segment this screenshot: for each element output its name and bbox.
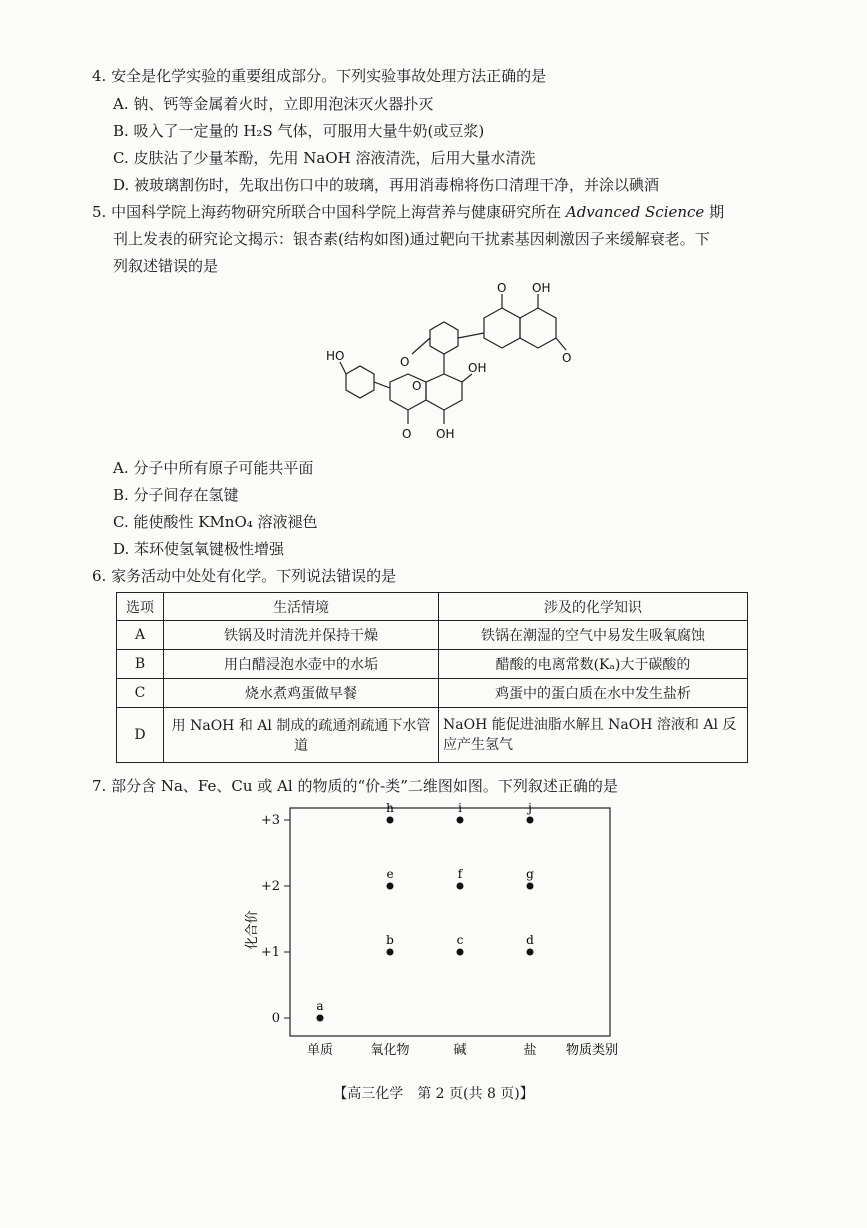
x-tick-label: 碱 — [453, 1043, 467, 1058]
structure-label-oh-top: OH — [532, 281, 551, 295]
structure-label-o-ring: O — [412, 379, 422, 393]
q5-journal-name: Advanced Science — [565, 203, 705, 221]
data-point-f — [457, 883, 464, 890]
q6-table — [116, 592, 748, 763]
q5-stem-part-b: 期 — [704, 203, 725, 221]
table-row — [117, 650, 748, 679]
q4-option-b: B. 吸入了一定量的 H₂S 气体，可服用大量牛奶(或豆浆) — [113, 122, 485, 140]
q5-option-c: C. 能使酸性 KMnO₄ 溶液褪色 — [113, 513, 318, 531]
data-point-e — [387, 883, 394, 890]
q6-row-a-knowledge: 铁锅在潮湿的空气中易发生吸氧腐蚀 — [439, 621, 748, 650]
q6-row-b-knowledge: 醋酸的电离常数(Kₐ)大于碳酸的 — [439, 650, 748, 679]
q5-stem-line2: 刊上发表的研究论文揭示：银杏素(结构如图)通过靶向干扰素基因刺激因子来缓解衰老。下 — [113, 230, 710, 248]
page-footer: 【高三化学 第 2 页(共 8 页)】 — [333, 1086, 534, 1102]
q6-header-option: 选项 — [117, 593, 164, 621]
structure-label-ome-right: O — [562, 351, 572, 365]
q6-row-a-option: A — [117, 621, 164, 650]
table-row — [117, 708, 748, 763]
data-point-i — [457, 817, 464, 824]
q6-row-c-knowledge: 鸡蛋中的蛋白质在水中发生盐析 — [439, 679, 748, 708]
y-tick-label: 0 — [271, 1011, 280, 1026]
q5-stem-line1 — [92, 202, 724, 222]
q7-stem: 7. 部分含 Na、Fe、Cu 或 Al 的物质的“价-类”二维图如图。下列叙述正确的是 — [92, 777, 618, 795]
x-tick-label: 盐 — [523, 1043, 537, 1058]
data-point-c — [457, 949, 464, 956]
structure-label-oh-bottom: OH — [436, 427, 455, 441]
table-row — [117, 621, 748, 650]
data-label-h: h — [386, 801, 394, 815]
q6-row-a-scene: 铁锅及时清洗并保持干燥 — [164, 621, 439, 650]
q5-stem-line3: 列叙述错误的是 — [113, 257, 219, 275]
data-label-f: f — [457, 867, 463, 881]
y-tick-label: +2 — [260, 879, 280, 894]
q5-stem-part-a: 5. 中国科学院上海药物研究所联合中国科学院上海营养与健康研究所在 — [92, 203, 566, 221]
data-label-i: i — [458, 801, 462, 815]
chart-ylabel: 化合价 — [245, 910, 260, 950]
data-point-j — [527, 817, 534, 824]
q4-stem: 4. 安全是化学实验的重要组成部分。下列实验事故处理方法正确的是 — [92, 67, 547, 85]
q6-table-header — [117, 593, 748, 621]
chart-xlabel: 物质类别 — [565, 1043, 618, 1058]
y-tick-label: +3 — [260, 813, 280, 828]
y-tick-label: +1 — [260, 945, 280, 960]
q6-row-d-scene: 用 NaOH 和 Al 制成的疏通剂疏通下水管道 — [164, 708, 439, 763]
data-label-e: e — [386, 867, 394, 881]
q5-option-a: A. 分子中所有原子可能共平面 — [113, 459, 314, 477]
table-row — [117, 679, 748, 708]
q6-row-c-scene: 烧水煮鸡蛋做早餐 — [164, 679, 439, 708]
q6-row-d-option: D — [117, 708, 164, 763]
structure-label-ome-left: O — [400, 355, 410, 369]
x-tick-label: 单质 — [306, 1043, 334, 1058]
data-label-d: d — [526, 933, 534, 947]
q5-option-b: B. 分子间存在氢键 — [113, 486, 239, 504]
data-point-g — [527, 883, 534, 890]
ginkgetin-structure-diagram — [322, 278, 582, 456]
data-label-j: j — [528, 801, 532, 815]
data-point-d — [527, 949, 534, 956]
q6-header-knowledge: 涉及的化学知识 — [439, 593, 748, 621]
structure-label-ho: HO — [326, 349, 345, 363]
structure-label-o-top: O — [497, 281, 507, 295]
q6-row-c-option: C — [117, 679, 164, 708]
data-point-h — [387, 817, 394, 824]
q6-header-scene: 生活情境 — [164, 593, 439, 621]
data-label-g: g — [526, 867, 534, 881]
q4-option-d: D. 被玻璃割伤时，先取出伤口中的玻璃，再用消毒棉将伤口清理干净，并涂以碘酒 — [113, 176, 660, 194]
data-label-c: c — [456, 933, 464, 947]
valence-class-chart — [240, 800, 620, 1070]
q6-stem: 6. 家务活动中处处有化学。下列说法错误的是 — [92, 567, 397, 585]
q5-option-d: D. 苯环使氢氧键极性增强 — [113, 540, 285, 558]
q4-option-c: C. 皮肤沾了少量苯酚，先用 NaOH 溶液清洗，后用大量水清洗 — [113, 149, 536, 167]
q6-row-b-scene: 用白醋浸泡水壶中的水垢 — [164, 650, 439, 679]
structure-label-oh-mid: OH — [468, 361, 487, 375]
q4-option-a: A. 钠、钙等金属着火时，立即用泡沫灭火器扑灭 — [113, 95, 434, 113]
data-point-a — [317, 1015, 324, 1022]
structure-label-o-bottom: O — [402, 427, 412, 441]
data-point-b — [387, 949, 394, 956]
chart-frame — [290, 808, 610, 1036]
q6-row-b-option: B — [117, 650, 164, 679]
data-label-a: a — [316, 999, 324, 1013]
q6-row-d-knowledge: NaOH 能促进油脂水解且 NaOH 溶液和 Al 反应产生氢气 — [439, 708, 748, 763]
data-label-b: b — [386, 933, 394, 947]
x-tick-label: 氧化物 — [370, 1043, 410, 1058]
